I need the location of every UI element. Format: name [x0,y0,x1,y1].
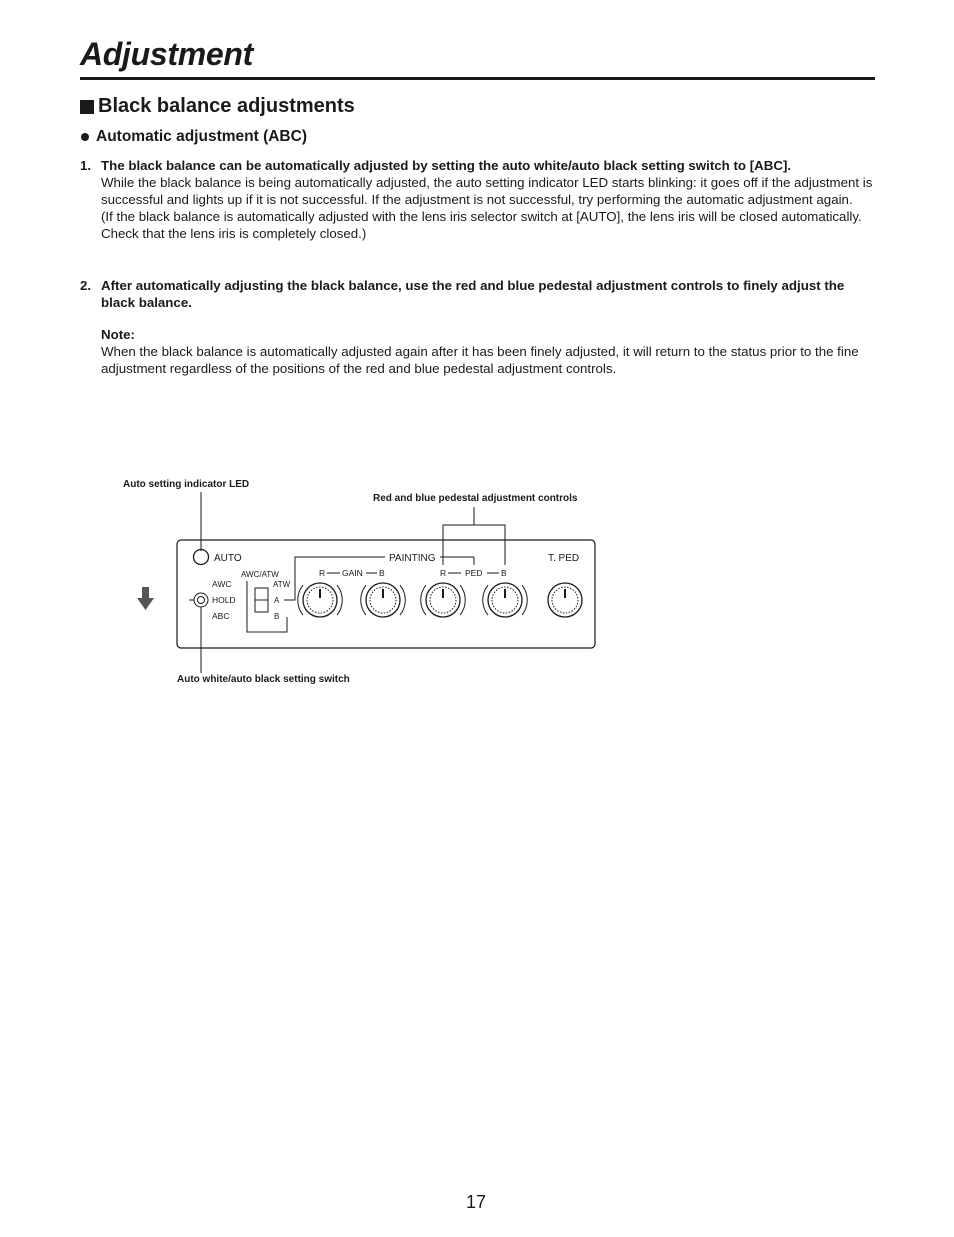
subsection-heading-text: Automatic adjustment (ABC) [96,128,307,145]
step-1-heading: The black balance can be automatically adjusted by setting the auto white/auto black setting switch to [ABC]. [101,158,792,173]
page-title: Adjustment [80,36,254,72]
auto-label: AUTO [214,553,242,564]
step-2-number: 2. [80,278,92,293]
knob-gain-b [361,583,406,617]
awc-label: AWC [212,579,232,589]
down-arrow-icon [137,587,154,610]
note-label: Note: [101,327,135,342]
gain-label: GAIN [342,568,363,578]
ped-r-label: R [440,568,447,578]
callout-switch-label: Auto white/auto black setting switch [177,674,350,685]
gain-b-label: B [379,568,385,578]
callout-led-label: Auto setting indicator LED [123,479,250,490]
hold-label: HOLD [212,595,236,605]
callout-pedestal-label: Red and blue pedestal adjustment controls [373,493,578,504]
awc-abc-switch-icon [194,593,208,607]
auto-led-icon [194,550,209,565]
step-1-number: 1. [80,158,92,173]
switch-knob [198,597,205,604]
step-2-heading: After automatically adjusting the black balance, use the red and blue pedestal adjustment controls to finely adjust the black balance. [101,278,845,310]
page-number: 17 [466,1192,487,1212]
knob-ped-r [421,583,466,617]
knob-gain-r [298,583,343,617]
b-label: B [274,612,280,621]
gain-r-label: R [319,568,326,578]
awc-atw-label: AWC/ATW [241,570,279,579]
painting-left-line [284,557,385,600]
step-1-paragraph: (If the black balance is automatically adjusted with the lens iris selector switch at [AUTO], the lens iris will be closed automatically. Check that the lens iris is completely closed.) [101,209,862,241]
section-heading-text: Black balance adjustments [98,95,355,117]
ped-label: PED [465,568,483,578]
note-text: When the black balance is automatically adjusted again after it has been finely adjusted, it will return to the status prior to the fine adjustment regardless of the positions of the red and blue pedestal adjustment controls. [101,344,859,376]
knob-t-ped [548,583,582,617]
abc-label: ABC [212,611,230,621]
knob-ped-b [483,583,528,617]
a-label: A [274,596,280,605]
atw-label: ATW [273,580,291,589]
step-1-paragraph: While the black balance is being automatically adjusted, the auto setting indicator LED starts blinking: it goes off if the adjustment is successful and lights up if it is not successful. If the adjustment is not successful, try performing the automatic adjustment again. [101,175,873,207]
painting-label: PAINTING [389,553,436,564]
t-ped-label: T. PED [548,553,580,564]
ped-b-label: B [501,568,507,578]
